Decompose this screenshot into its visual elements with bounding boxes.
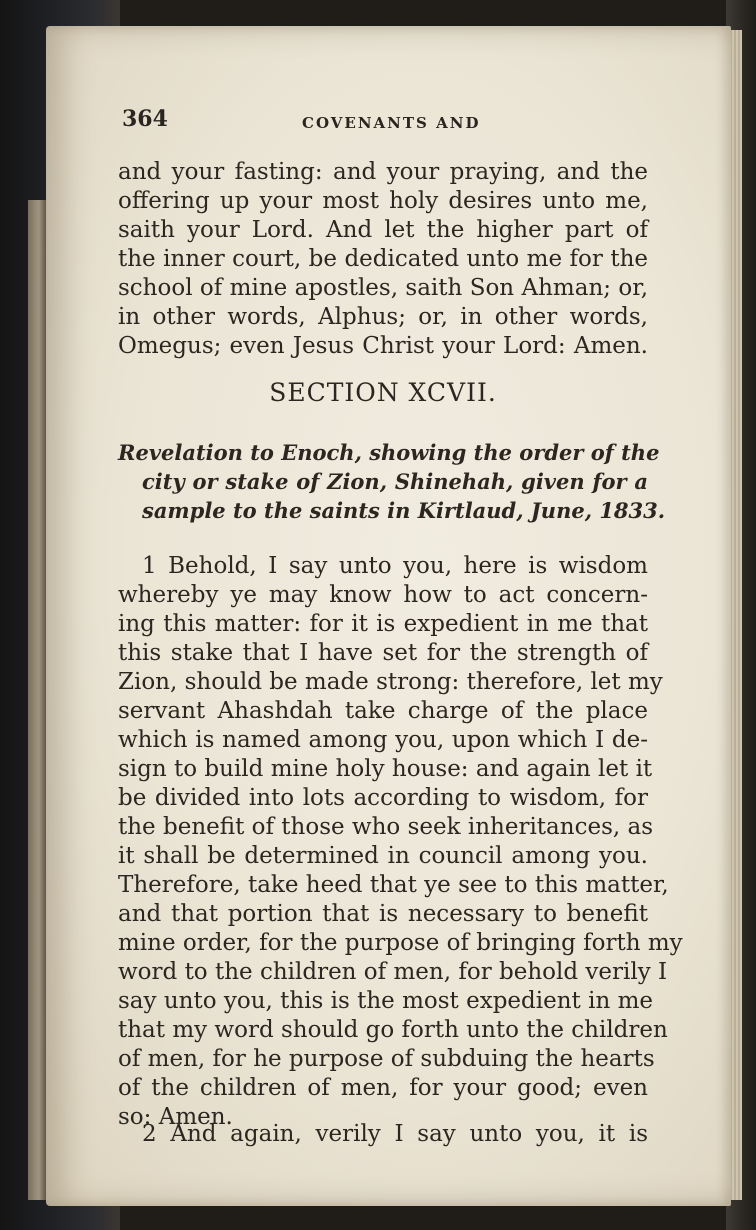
verse-line: of men, for he purpose of subduing the hearts [118,1046,655,1072]
text-line: saith your Lord. And let the higher part of [118,217,648,243]
verse-line: the benefit of those who seek inheritances, as [118,814,654,840]
verse-line: which is named among you, upon which I de- [118,727,648,753]
verse-1 [118,552,683,1132]
verse-line: 1 Behold, I say unto you, here is wisdom [142,553,648,579]
text-line: and your fasting: and your praying, and the [118,159,648,185]
summary-line: Revelation to Enoch, showing the order of the [118,440,660,465]
running-head: COVENANTS AND [302,114,481,132]
text-line: offering up your most holy desires unto me, [118,188,648,214]
text-line: in other words, Alphus; or, in other words, [118,304,648,330]
page-number: 364 [122,106,168,132]
section-summary [118,438,666,525]
verse-line: Zion, should be made strong: therefore, let my [118,669,663,695]
text-line: the inner court, be dedicated unto me for the [118,246,648,272]
page-header [122,106,642,146]
verse-line: Therefore, take heed that ye see to this matter, [118,872,669,898]
summary-line: city or stake of Zion, Shinehah, given for a [142,469,648,494]
verse-line: 2 And again, verily I say unto you, it is [142,1121,648,1147]
verse-line: it shall be determined in council among you. [118,843,648,869]
text-line: Omegus; even Jesus Christ your Lord: Amen. [118,333,648,359]
verse-line: whereby ye may know how to act concern- [118,582,648,608]
previous-page-edge [28,200,46,1200]
verse-line: ing this matter: for it is expedient in me that [118,611,648,637]
verse-line: of the children of men, for your good; even [118,1075,648,1101]
verse-line: sign to build mine holy house: and again let it [118,756,653,782]
verse-2 [118,1120,648,1149]
verse-line: be divided into lots according to wisdom, for [118,785,648,811]
section-heading: SECTION XCVII. [269,378,497,407]
verse-line: that my word should go forth unto the children [118,1017,668,1043]
verse-line: so: Amen. [118,1104,233,1130]
verse-line: this stake that I have set for the strength of [118,640,648,666]
text-line: school of mine apostles, saith Son Ahman; or, [118,275,648,301]
verse-line: and that portion that is necessary to benefit [118,901,648,927]
verse-line: servant Ahashdah take charge of the place [118,698,648,724]
verse-line: word to the children of men, for behold verily I [118,959,668,985]
verse-line: say unto you, this is the most expedient in me [118,988,653,1014]
paragraph-continuation [118,158,648,361]
verse-line: mine order, for the purpose of bringing forth my [118,930,683,956]
summary-line: sample to the saints in Kirtlaud, June, 1833. [142,498,666,523]
